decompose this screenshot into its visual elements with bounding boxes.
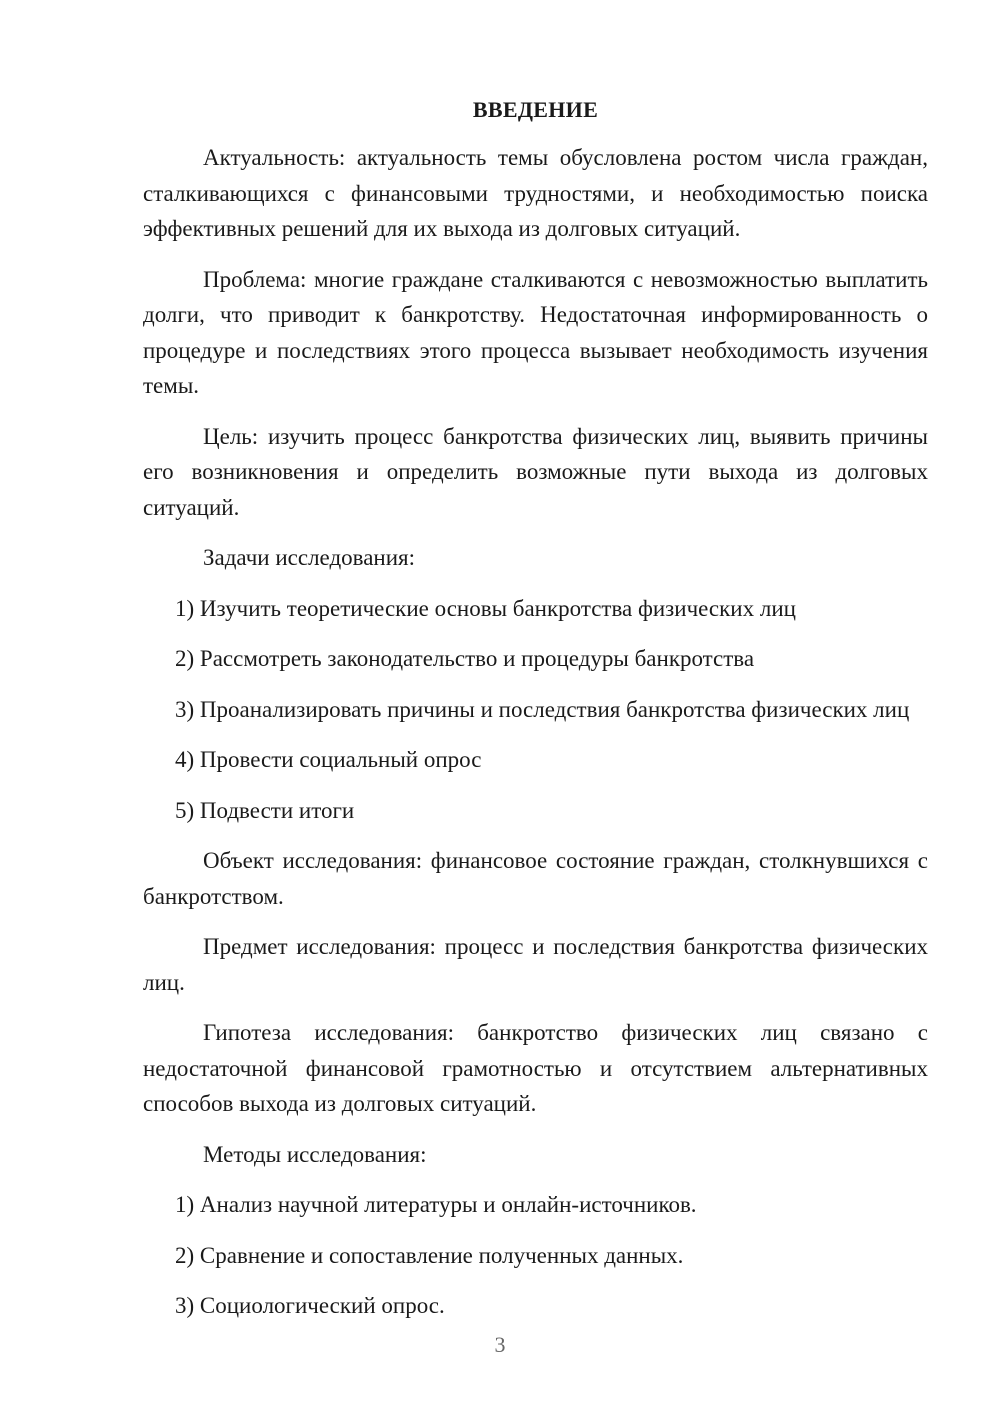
page-number: 3 xyxy=(494,1332,506,1357)
task-item: 5) Подвести итоги xyxy=(175,797,355,823)
hypothesis-paragraph: Гипотеза исследования: банкротство физических лиц связано с недостаточной финансовой грамотностью и отсутствием альтернативных способов выхода из долговых ситуаций. xyxy=(143,1020,928,1116)
task-item: 3) Проанализировать причины и последствия банкротства физических лиц xyxy=(175,696,910,722)
problem-paragraph: Проблема: многие граждане сталкиваются с невозможностью выплатить долги, что приводит к банкротству. Недостаточная информированность о процедуре и последствиях этого процесса вызывает необходимость изучения темы. xyxy=(143,266,928,398)
subject-paragraph: Предмет исследования: процесс и последствия банкротства физических лиц. xyxy=(143,934,928,995)
method-item: 3) Социологический опрос. xyxy=(175,1293,445,1318)
object-paragraph: Объект исследования: финансовое состояние граждан, столкнувшихся с банкротством. xyxy=(143,848,928,909)
method-item: 1) Анализ научной литературы и онлайн-источников. xyxy=(175,1192,697,1217)
task-item: 2) Рассмотреть законодательство и процедуры банкротства xyxy=(175,646,755,671)
methods-heading: Методы исследования: xyxy=(203,1141,427,1167)
task-item: 1) Изучить теоретические основы банкротства физических лиц xyxy=(175,595,796,621)
task-item: 4) Провести социальный опрос xyxy=(175,747,482,772)
page-content xyxy=(143,95,928,1339)
tasks-heading: Задачи исследования: xyxy=(203,545,416,570)
method-item: 2) Сравнение и сопоставление полученных данных. xyxy=(175,1242,684,1268)
goal-paragraph: Цель: изучить процесс банкротства физических лиц, выявить причины его возникновения и определить возможные пути выхода из долговых ситуаций. xyxy=(143,423,928,520)
section-title: ВВЕДЕНИЕ xyxy=(472,97,599,122)
relevance-paragraph: Актуальность: актуальность темы обусловлена ростом числа граждан, сталкивающихся с финансовыми трудностями, и необходимостью поиска эффективных решений для их выхода из долговых ситуаций. xyxy=(143,145,928,241)
